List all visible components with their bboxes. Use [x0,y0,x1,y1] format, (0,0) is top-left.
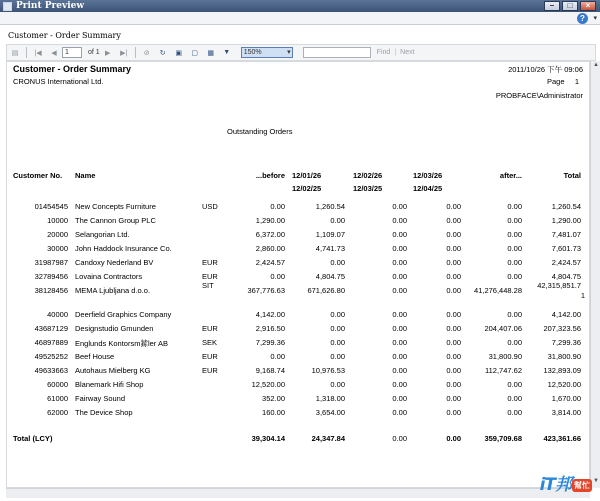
row-after: 0.00 [507,338,522,347]
row-total: 31,800.90 [547,352,581,361]
row-before: 4,142.00 [255,310,285,319]
row-after: 0.00 [507,310,522,319]
row-p2: 0.00 [392,202,407,211]
previous-page-icon[interactable]: ◀ [51,49,57,57]
row-after: 0.00 [507,394,522,403]
row-name: Blanemark Hifi Shop [75,380,144,389]
row-after: 204,407.06 [484,324,522,333]
report-title: Customer - Order Summary [13,64,132,74]
toolbar-divider [135,47,136,58]
row-total: 2,424.57 [551,258,581,267]
page-setup-icon[interactable]: ▦ [207,49,214,57]
col-p2-to: 12/03/25 [353,184,383,193]
total-p1: 24,347.84 [311,434,345,443]
row-after: 0.00 [507,258,522,267]
row-customer-no: 31987987 [34,258,68,267]
row-customer-no: 20000 [47,230,68,239]
row-before: 2,424.57 [255,258,285,267]
row-total: 7,481.07 [551,230,581,239]
total-after: 359,709.68 [484,434,522,443]
row-currency: SIT [202,281,214,290]
row-total: 7,299.36 [551,338,581,347]
row-currency: EUR [202,352,218,361]
row-before: 160.00 [262,408,285,417]
print-layout-icon[interactable]: ▢ [191,49,198,57]
page-number: 1 [574,77,579,86]
document-map-icon[interactable]: ▤ [11,49,19,57]
col-p1-from: 12/01/26 [292,171,322,180]
find-link[interactable]: Find [376,49,391,56]
row-customer-no: 40000 [47,310,68,319]
row-after: 112,747.62 [485,366,522,375]
row-p1: 1,109.07 [315,230,345,239]
row-customer-no: 49633663 [34,366,68,375]
row-p2: 0.00 [392,324,407,333]
row-total: 42,315,851.7 [537,281,581,290]
row-name: Autohaus Mielberg KG [75,366,151,375]
scroll-up-icon[interactable]: ▲ [593,62,599,68]
row-p3: 0.00 [446,258,461,267]
breadcrumb: Customer - Order Summary [8,31,121,40]
row-after: 31,800.90 [488,352,522,361]
row-p3: 0.00 [446,216,461,225]
refresh-icon[interactable]: ↻ [159,49,166,57]
row-customer-no: 10000 [47,216,68,225]
row-p1: 0.00 [330,324,345,333]
col-after: after... [499,171,522,180]
row-before: 367,776.63 [247,286,285,295]
col-before: ...before [255,171,285,180]
app-icon [3,2,12,11]
print-icon[interactable]: ▣ [175,49,182,57]
page-label: Page [547,77,565,86]
row-total: 1,670.00 [551,394,581,403]
row-currency: SEK [202,338,218,347]
row-p2: 0.00 [392,310,407,319]
toolbar-divider [26,47,27,58]
row-p1: 10,976.53 [311,366,345,375]
row-customer-no: 01454545 [34,202,68,211]
row-customer-no: 46897889 [34,338,68,347]
row-p2: 0.00 [392,216,407,225]
row-p1: 0.00 [330,310,345,319]
col-p1-to: 12/02/25 [292,184,322,193]
row-after: 41,276,448.28 [474,286,522,295]
row-customer-no: 61000 [47,394,68,403]
row-p3: 0.00 [446,408,461,417]
row-name: MEMA Ljubljana d.o.o. [75,286,151,295]
site-watermark [540,470,592,495]
next-page-icon[interactable]: ▶ [104,49,111,57]
row-p2: 0.00 [392,258,407,267]
row-total: 132,893.09 [543,366,581,375]
row-total: 1,290.00 [551,216,581,225]
row-total: 7,601.73 [551,244,581,253]
row-p2: 0.00 [392,338,407,347]
row-currency: EUR [202,272,218,281]
row-customer-no: 62000 [47,408,68,417]
col-name: Name [75,171,96,180]
watermark-badge: 幫忙 [574,481,590,490]
row-currency: USD [202,202,218,211]
row-p1: 1,260.54 [315,202,345,211]
row-p2: 0.00 [392,380,407,389]
row-name: Deerfield Graphics Company [75,310,172,319]
row-p2: 0.00 [392,394,407,403]
row-p3: 0.00 [446,272,461,281]
export-icon[interactable]: ▼ [223,49,231,56]
last-page-icon[interactable]: ▶| [120,49,128,57]
row-before: 7,299.36 [255,338,285,347]
row-p1: 4,804.75 [315,272,345,281]
total-total: 423,361.66 [543,434,581,443]
row-total: 4,804.75 [551,272,581,281]
row-total: 4,142.00 [551,310,581,319]
minimize-button[interactable]: – [544,1,560,11]
scroll-down-icon[interactable]: ▼ [593,478,599,484]
col-p3-from: 12/03/26 [413,171,443,180]
horizontal-scrollbar[interactable] [6,488,590,498]
watermark-logo: iT邦 [539,475,571,495]
close-button[interactable]: × [580,1,596,11]
row-p1: 4,741.73 [315,244,345,253]
report-page [6,61,590,488]
row-before: 9,168.74 [255,366,285,375]
row-after: 0.00 [507,408,522,417]
row-customer-no: 43687129 [34,324,68,333]
row-before: 352.00 [262,394,285,403]
row-before: 6,372.00 [255,230,285,239]
row-p3: 0.00 [446,380,461,389]
report-datetime: 2011/10/26 下午 09:06 [508,65,583,74]
row-after: 0.00 [507,380,522,389]
window-title: Print Preview [16,1,85,11]
col-p3-to: 12/04/25 [413,184,443,193]
row-customer-no: 30000 [47,244,68,253]
maximize-button[interactable]: □ [562,1,578,11]
row-before: 2,916.50 [255,324,285,333]
row-p2: 0.00 [392,272,407,281]
row-name: Selangorian Ltd. [75,230,130,239]
row-after: 0.00 [507,216,522,225]
row-name: Beef House [75,352,115,361]
row-total-wrap: 1 [580,291,585,300]
total-p3: 0.00 [446,434,461,443]
row-p3: 0.00 [446,338,461,347]
row-total: 12,520.00 [547,380,581,389]
row-name: Candoxy Nederland BV [75,258,154,267]
row-currency: EUR [202,258,218,267]
first-page-icon[interactable]: |◀ [34,49,42,57]
row-name: Fairway Sound [75,394,126,403]
row-p1: 0.00 [330,258,345,267]
row-p2: 0.00 [392,408,407,417]
row-currency: EUR [202,366,218,375]
row-p1: 671,626.80 [307,286,345,295]
total-before: 39,304.14 [251,434,285,443]
row-p3: 0.00 [446,202,461,211]
vertical-scrollbar[interactable] [590,61,600,488]
section-title: Outstanding Orders [227,127,293,136]
row-before: 12,520.00 [251,380,285,389]
row-name: The Device Shop [75,408,133,417]
col-total: Total [563,171,581,180]
row-before: 0.00 [270,352,285,361]
row-before: 0.00 [270,272,285,281]
row-after: 0.00 [507,272,522,281]
help-icon[interactable]: ? [577,13,588,24]
report-toolbar: ▤ |◀ ◀ 1 of 1 ▶ ▶| ⊘ ↻ ▣ ▢ ▦ ▼ 150% ▾ Find | Next [6,44,596,61]
row-name: Englunds Kontorsm鎍ler AB [75,339,168,348]
row-currency: EUR [202,324,218,333]
row-after: 0.00 [507,202,522,211]
row-p2: 0.00 [392,366,407,375]
row-p2: 0.00 [392,244,407,253]
page-count-label: of 1 [88,49,100,56]
row-name: Lovaina Contractors [75,272,143,281]
title-bar [0,0,600,12]
row-name: The Cannon Group PLC [75,216,156,225]
row-after: 0.00 [507,244,522,253]
row-customer-no: 60000 [47,380,68,389]
col-customer-no: Customer No. [13,171,63,180]
row-name: John Haddock Insurance Co. [75,244,172,253]
row-p3: 0.00 [446,394,461,403]
row-p3: 0.00 [446,286,461,295]
row-before: 0.00 [270,202,285,211]
help-dropdown-icon[interactable]: ▾ [593,15,597,22]
row-p1: 3,654.00 [315,408,345,417]
row-p3: 0.00 [446,244,461,253]
row-p1: 0.00 [330,338,345,347]
zoom-select[interactable]: 150% ▾ [241,47,293,58]
row-before: 2,860.00 [255,244,285,253]
row-p1: 0.00 [330,352,345,361]
row-customer-no: 49525252 [34,352,68,361]
row-before: 1,290.00 [255,216,285,225]
row-customer-no: 32789456 [34,272,68,281]
help-bar [0,12,600,25]
company-name: CRONUS International Ltd. [13,77,104,86]
page-number-input[interactable]: 1 [62,47,82,58]
row-p3: 0.00 [446,230,461,239]
row-p1: 0.00 [330,380,345,389]
row-p3: 0.00 [446,324,461,333]
row-after: 0.00 [507,230,522,239]
row-total: 3,814.00 [551,408,581,417]
row-total: 1,260.54 [551,202,581,211]
row-p2: 0.00 [392,352,407,361]
row-p2: 0.00 [392,286,407,295]
row-customer-no: 38128456 [34,286,68,295]
row-name: Designstudio Gmunden [75,324,154,333]
col-p2-from: 12/02/26 [353,171,383,180]
stop-icon[interactable]: ⊘ [143,49,150,57]
row-p1: 0.00 [330,216,345,225]
next-link[interactable]: Next [400,49,415,56]
total-p2: 0.00 [392,434,407,443]
report-user: PROBFACE\Administrator [495,91,583,100]
find-input[interactable] [303,47,371,58]
total-label: Total (LCY) [13,434,53,443]
row-p3: 0.00 [446,352,461,361]
row-p2: 0.00 [392,230,407,239]
row-total: 207,323.56 [543,324,581,333]
row-name: New Concepts Furniture [75,202,156,211]
row-p3: 0.00 [446,310,461,319]
row-p1: 1,318.00 [315,394,345,403]
window-controls [544,1,596,11]
row-p3: 0.00 [446,366,461,375]
